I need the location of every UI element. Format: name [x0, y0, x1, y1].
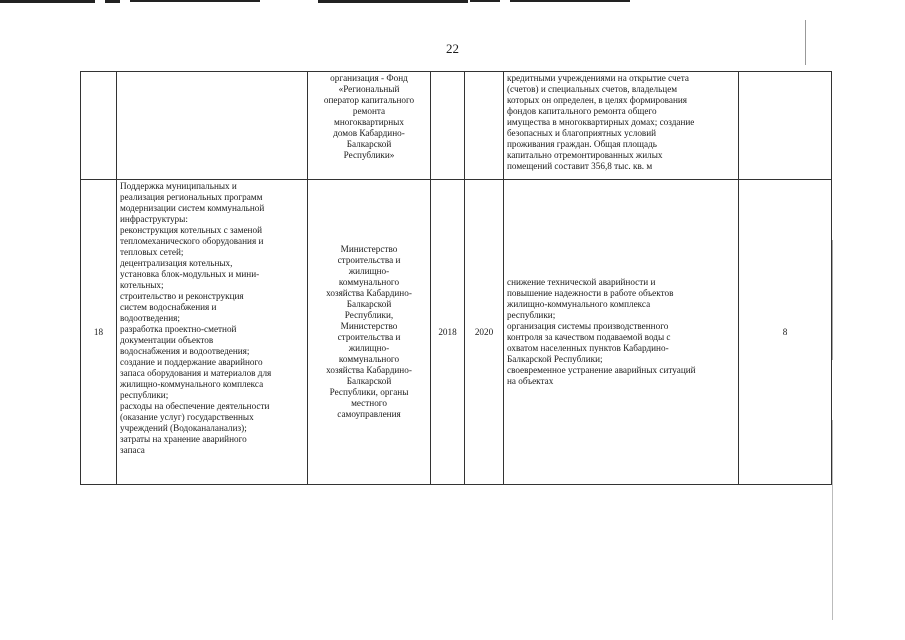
end-year-cell: 2020: [465, 180, 504, 485]
result-cell: снижение технической аварийности и повышение надежности в работе объектов жилищно-коммунального комплекса республики; организация системы производственного контроля за качеством подаваемой воды с охватом населенных пунктов Кабардино- Балкарской Республики; своевременное устранение аварийных ситуаций на объектах: [504, 180, 739, 485]
table-row: [81, 180, 832, 485]
scan-artifact-line: [510, 0, 630, 2]
executor-cell: организация - Фонд «Региональный оператор капитального ремонта многоквартирных домов Кабардино- Балкарской Республики»: [308, 72, 431, 180]
start-year-cell: 2018: [431, 180, 465, 485]
scan-artifact-line: [130, 0, 260, 2]
reference-cell: 8: [739, 180, 832, 485]
table-row: [81, 72, 832, 180]
scan-artifact-line: [105, 0, 120, 3]
page-number: 22: [446, 41, 459, 56]
row-number-cell: 18: [81, 180, 117, 485]
executor-cell: Министерство строительства и жилищно- коммунального хозяйства Кабардино- Балкарской Республики, Министерство строительства и жилищно- коммунального хозяйства Кабардино- Балкарской Республики, органы местного самоуправления: [308, 180, 431, 485]
scan-artifact-line: [0, 0, 95, 3]
scan-artifact-line: [832, 420, 833, 620]
scan-artifact-line: [470, 0, 500, 2]
result-cell: кредитными учреждениями на открытие счета (счетов) и специальных счетов, владельцем которых он определен, в целях формирования фондов капитального ремонта общего имущества в многоквартирных домах; создание безопасных и благоприятных условий проживания граждан. Общая площадь капитально отремонтированных жилых помещений составит 356,8 тыс. кв. м: [504, 72, 739, 180]
measures-table: [80, 71, 832, 485]
reference-cell: [739, 72, 832, 180]
measure-cell: Поддержка муниципальных и реализация региональных программ модернизации систем коммунальной инфраструктуры: реконструкция котельных с заменой тепломеханического оборудования и тепловых сетей; децентрализация котельных, установка блок-модульных и мини- котельных; строительство и реконструкция систем водоснабжения и водоотведения; разработка проектно-сметной документации объектов водоснабжения и водоотведения; создание и поддержание аварийного запаса оборудования и материалов для жилищно-коммунального комплекса республики; расходы на обеспечение деятельности (оказание услуг) государственных учреждений (Водоканаланализ); затраты на хранение аварийного запаса: [117, 180, 308, 485]
end-year-cell: [465, 72, 504, 180]
scan-artifact-line: [832, 240, 833, 360]
scan-artifact-line: [318, 0, 468, 3]
start-year-cell: [431, 72, 465, 180]
row-number-cell: [81, 72, 117, 180]
measure-cell: [117, 72, 308, 180]
